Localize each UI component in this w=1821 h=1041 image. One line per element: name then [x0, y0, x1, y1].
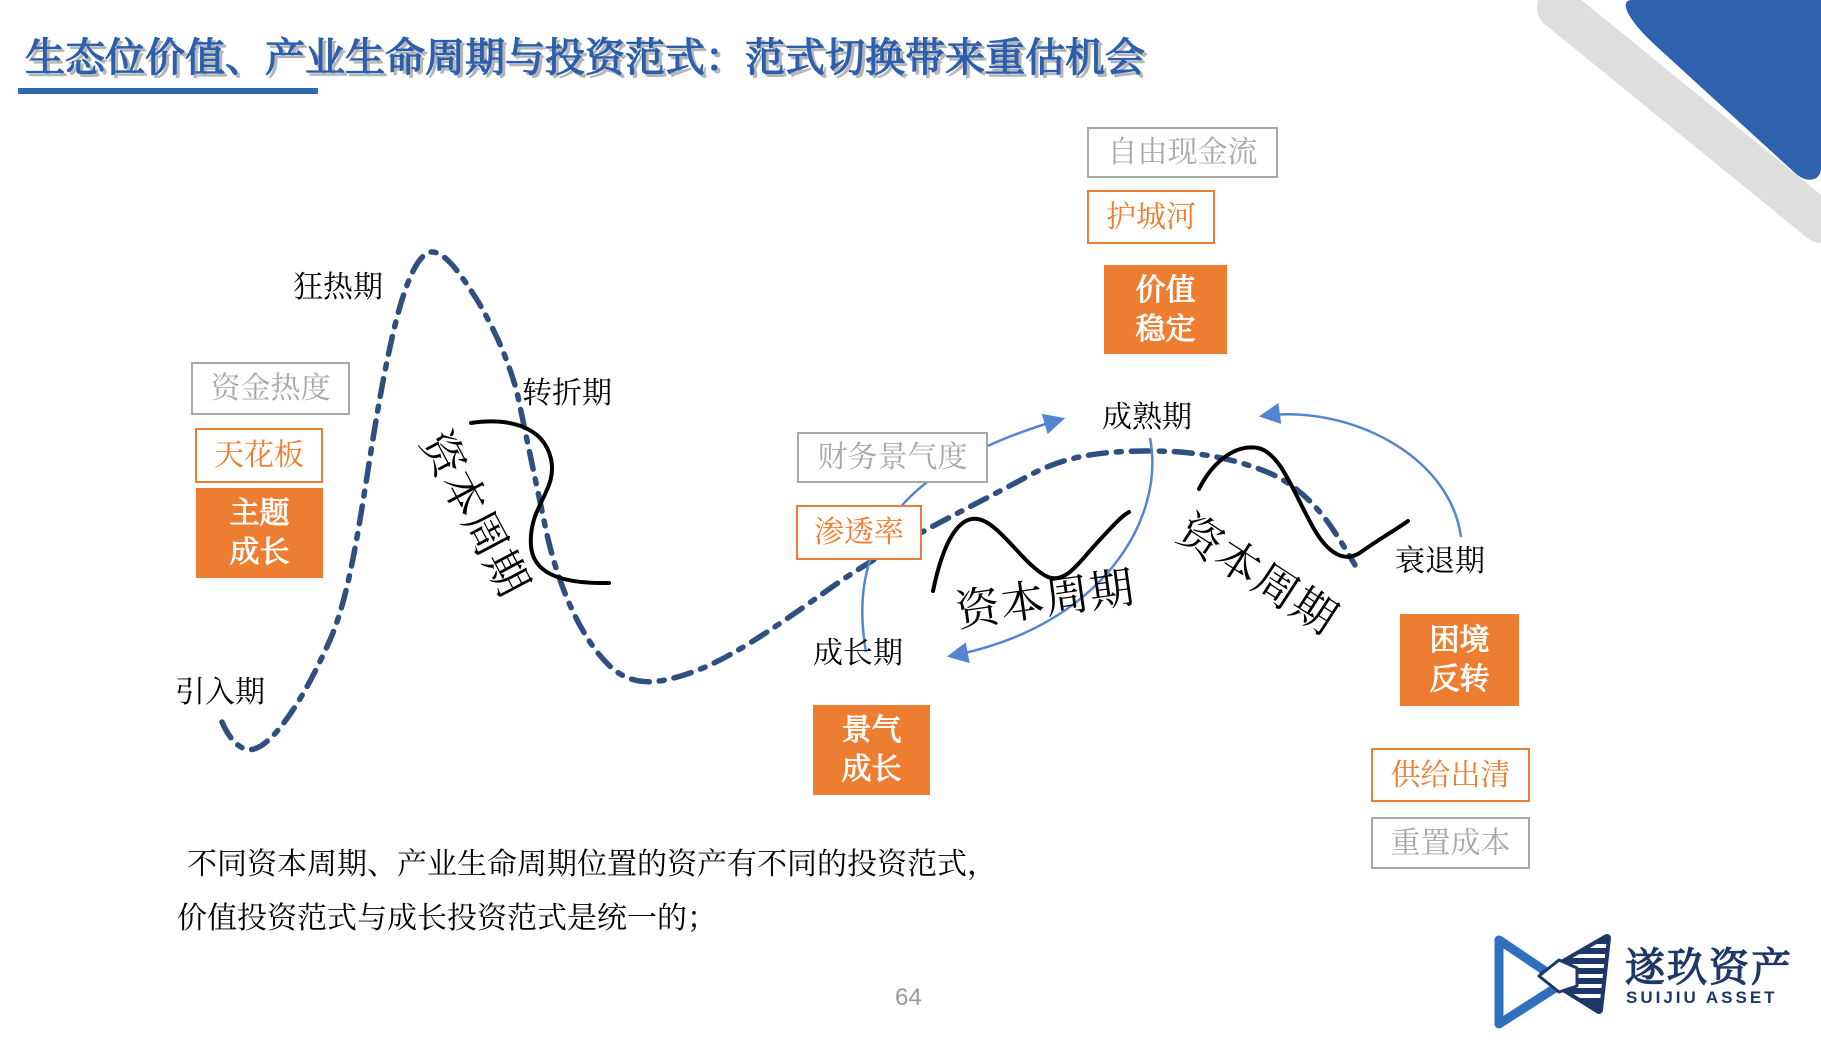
paradigm-theme-growth-line2: 成长: [229, 536, 290, 569]
title-underline: [18, 88, 318, 94]
paradigm-distress-reversal-line1: 困境: [1429, 624, 1490, 657]
paradigm-box-value-stability: [1104, 265, 1227, 354]
driver-box-supply-clearing: 供给出清: [1371, 748, 1530, 802]
company-logo-name-cn: 遂玖资产: [1625, 946, 1793, 990]
paradigm-value-stability-line2: 稳定: [1135, 312, 1196, 346]
paradigm-distress-reversal-line2: 反转: [1429, 663, 1490, 696]
driver-box-moat: 护城河: [1087, 190, 1215, 244]
paradigm-box-distress-reversal: [1400, 614, 1519, 706]
company-logo-icon: [1487, 928, 1615, 1036]
metric-box-funding-heat: 资金热度: [191, 362, 350, 415]
metric-box-replacement-cost: 重置成本: [1371, 817, 1530, 869]
driver-box-ceiling: 天花板: [195, 428, 323, 483]
metric-box-financial-boom: 财务景气度: [797, 432, 988, 483]
paradigm-boom-growth-line2: 成长: [841, 753, 902, 786]
metric-box-free-cash-flow: 自由现金流: [1087, 127, 1278, 178]
note-line-2: 价值投资范式与成长投资范式是统一的；: [177, 902, 717, 935]
driver-box-penetration: 渗透率: [796, 505, 922, 560]
capital-cycle-label-middle: 资本周期: [952, 562, 1138, 637]
paradigm-box-boom-growth: [813, 705, 930, 795]
stage-label-introduction: 引入期: [175, 676, 265, 709]
stage-label-growth: 成长期: [813, 637, 903, 670]
capital-cycle-label-left: 资本周期: [410, 423, 539, 605]
stage-label-turning: 转折期: [522, 377, 612, 410]
page-title: 生态位价值、产业生命周期与投资范式：范式切换带来重估机会: [25, 36, 1145, 80]
capital-cycle-label-right: 资本周期: [1168, 505, 1347, 645]
stage-label-mania: 狂热期: [293, 271, 383, 304]
paradigm-theme-growth-line1: 主题: [229, 497, 290, 530]
paradigm-boom-growth-line1: 景气: [841, 714, 902, 747]
paradigm-value-stability-line1: 价值: [1135, 273, 1196, 307]
stage-label-maturity: 成熟期: [1102, 401, 1192, 434]
page-number: 64: [895, 984, 922, 1011]
paradigm-box-theme-growth: [196, 488, 323, 578]
stage-label-decline: 衰退期: [1395, 545, 1485, 578]
company-logo-name-en: SUIJIU ASSET: [1626, 988, 1778, 1007]
note-line-1: 不同资本周期、产业生命周期位置的资产有不同的投资范式，: [187, 848, 997, 881]
arrow-decline-to-maturity: [1262, 414, 1461, 537]
